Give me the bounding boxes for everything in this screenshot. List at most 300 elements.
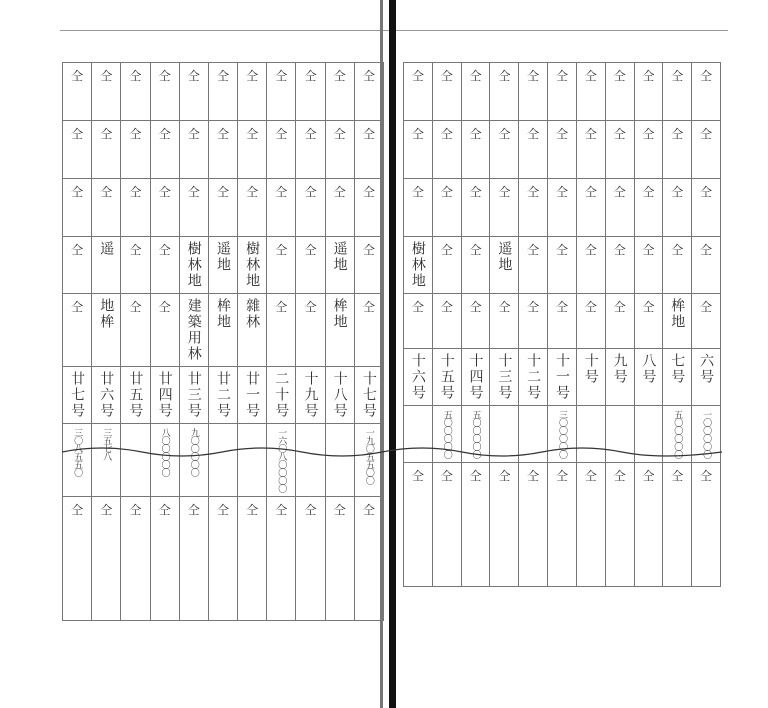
ledger-cell: [63, 497, 92, 621]
ledger-cell: [121, 367, 150, 424]
ledger-cell: [267, 121, 296, 179]
ledger-cell: [121, 497, 150, 621]
ledger-row: [404, 237, 721, 294]
ditto-mark: 仝: [158, 503, 171, 517]
ledger-cell: [150, 237, 179, 294]
ditto-mark: 仝: [642, 243, 655, 257]
ditto-mark: 仝: [158, 127, 171, 141]
ditto-mark: 仝: [671, 127, 684, 141]
ledger-cell: [605, 349, 634, 406]
ditto-mark: 仝: [440, 243, 453, 257]
ditto-mark: 仝: [216, 185, 229, 199]
ledger-cell: [208, 497, 237, 621]
ditto-mark: 仝: [584, 469, 597, 483]
lot-number: 十六号: [409, 353, 426, 401]
ditto-mark: 仝: [158, 185, 171, 199]
ledger-cell: [63, 424, 92, 497]
ditto-mark: 仝: [527, 469, 540, 483]
ledger-cell: [519, 63, 548, 121]
ledger-cell: [490, 294, 519, 349]
ledger-cell: [92, 121, 121, 179]
ledger-cell: [663, 237, 692, 294]
ledger-cell: [354, 179, 383, 237]
ledger-cell: [238, 121, 267, 179]
ditto-mark: 仝: [187, 127, 200, 141]
lot-number: 十九号: [302, 371, 319, 419]
ledger-row: [404, 463, 721, 587]
ditto-mark: 仝: [304, 243, 317, 257]
lot-number: 十三号: [496, 353, 513, 401]
lot-number: 十四号: [467, 353, 484, 401]
ditto-mark: 仝: [411, 469, 424, 483]
ledger-cell: [179, 367, 208, 424]
ledger-cell: [325, 121, 354, 179]
ditto-mark: 仝: [527, 127, 540, 141]
ledger-cell: [354, 294, 383, 367]
ledger-row: [404, 63, 721, 121]
ledger-cell: [92, 424, 121, 497]
ditto-mark: 仝: [527, 300, 540, 314]
land-category: 桙地: [331, 298, 348, 330]
ledger-cell: [150, 424, 179, 497]
ditto-mark: 仝: [304, 185, 317, 199]
ditto-mark: 仝: [246, 503, 259, 517]
ledger-cell: [548, 121, 577, 179]
ledger-cell: [663, 349, 692, 406]
ditto-mark: 仝: [584, 127, 597, 141]
ledger-cell: [548, 294, 577, 349]
ditto-mark: 仝: [584, 300, 597, 314]
ledger-cell: [63, 367, 92, 424]
ledger-cell: [267, 237, 296, 294]
ditto-mark: 仝: [187, 185, 200, 199]
ledger-cell: [432, 121, 461, 179]
ledger-row: [63, 294, 384, 367]
ledger-row: [404, 349, 721, 406]
ledger-cell: [267, 294, 296, 367]
ditto-mark: 仝: [187, 69, 200, 83]
ditto-mark: 仝: [555, 300, 568, 314]
ditto-mark: 仝: [362, 503, 375, 517]
ledger-cell: [663, 121, 692, 179]
ledger-cell: [238, 497, 267, 621]
ledger-cell: [150, 121, 179, 179]
ditto-mark: 仝: [469, 243, 482, 257]
ditto-mark: 仝: [362, 243, 375, 257]
ledger-cell: [325, 294, 354, 367]
ditto-mark: 仝: [333, 69, 346, 83]
ditto-mark: 仝: [333, 127, 346, 141]
ledger-row: [404, 294, 721, 349]
ledger-cell: [296, 424, 325, 497]
ditto-mark: 仝: [584, 69, 597, 83]
ledger-cell: [404, 463, 433, 587]
ledger-cell: [519, 179, 548, 237]
ledger-cell: [634, 349, 663, 406]
ledger-cell: [354, 424, 383, 497]
ditto-mark: 仝: [527, 243, 540, 257]
ledger-cell: [267, 497, 296, 621]
ledger-cell: [404, 179, 433, 237]
ditto-mark: 仝: [498, 300, 511, 314]
land-category: 遥地: [496, 241, 513, 273]
ledger-cell: [354, 121, 383, 179]
ledger-cell: [432, 294, 461, 349]
ledger-cell: [461, 294, 490, 349]
ledger-cell: [179, 497, 208, 621]
ditto-mark: 仝: [700, 127, 713, 141]
ledger-cell: [238, 424, 267, 497]
ditto-mark: 仝: [275, 185, 288, 199]
ledger-cell: [121, 121, 150, 179]
ledger-cell: [404, 294, 433, 349]
ditto-mark: 仝: [642, 469, 655, 483]
ledger-cell: [692, 463, 721, 587]
ledger-cell: [576, 121, 605, 179]
ditto-mark: 仝: [642, 300, 655, 314]
ledger-cell: [296, 367, 325, 424]
ledger-cell: [325, 424, 354, 497]
lot-number: 廿六号: [98, 371, 115, 419]
ditto-mark: 仝: [671, 69, 684, 83]
ditto-mark: 仝: [469, 300, 482, 314]
ledger-cell: [692, 294, 721, 349]
ledger-cell: [238, 237, 267, 294]
lot-number: 八号: [640, 353, 657, 385]
ditto-mark: 仝: [304, 127, 317, 141]
ditto-mark: 仝: [498, 127, 511, 141]
ditto-mark: 仝: [642, 127, 655, 141]
ledger-cell: [208, 424, 237, 497]
ditto-mark: 仝: [411, 300, 424, 314]
ledger-value: 九〇〇〇〇〇: [188, 428, 199, 476]
ditto-mark: 仝: [671, 185, 684, 199]
ledger-cell: [208, 237, 237, 294]
ditto-mark: 仝: [216, 127, 229, 141]
ledger-cell: [354, 237, 383, 294]
ditto-mark: 仝: [362, 185, 375, 199]
ditto-mark: 仝: [700, 469, 713, 483]
ditto-mark: 仝: [100, 503, 113, 517]
ledger-cell: [296, 179, 325, 237]
ditto-mark: 仝: [129, 503, 142, 517]
ditto-mark: 仝: [304, 503, 317, 517]
ledger-cell: [179, 237, 208, 294]
ditto-mark: 仝: [129, 243, 142, 257]
ledger-cell: [634, 237, 663, 294]
ditto-mark: 仝: [216, 503, 229, 517]
ledger-cell: [461, 349, 490, 406]
ditto-mark: 仝: [129, 185, 142, 199]
ledger-cell: [267, 63, 296, 121]
ledger-cell: [692, 63, 721, 121]
lot-number: 六号: [698, 353, 715, 385]
ledger-cell: [92, 497, 121, 621]
ditto-mark: 仝: [642, 185, 655, 199]
ledger-value: 一九〇五五〇〇: [363, 428, 374, 484]
lot-number: 廿四号: [156, 371, 173, 419]
ledger-cell: [296, 294, 325, 367]
ledger-cell: [296, 63, 325, 121]
ledger-cell: [576, 63, 605, 121]
ditto-mark: 仝: [411, 69, 424, 83]
ledger-row: [63, 237, 384, 294]
ledger-cell: [121, 424, 150, 497]
ledger-cell: [354, 497, 383, 621]
ledger-row: [63, 121, 384, 179]
ditto-mark: 仝: [71, 243, 84, 257]
ledger-cell: [208, 179, 237, 237]
land-category: 雜林: [244, 298, 261, 330]
lot-number: 十八号: [331, 371, 348, 419]
ledger-cell: [354, 367, 383, 424]
land-category: 遥: [98, 241, 115, 257]
ledger-value: 八〇〇〇〇〇: [159, 428, 170, 476]
ledger-cell: [325, 63, 354, 121]
ditto-mark: 仝: [246, 185, 259, 199]
ditto-mark: 仝: [71, 69, 84, 83]
ditto-mark: 仝: [411, 127, 424, 141]
ledger-cell: [121, 179, 150, 237]
ditto-mark: 仝: [158, 69, 171, 83]
ditto-mark: 仝: [100, 127, 113, 141]
ledger-cell: [605, 63, 634, 121]
ledger-cell: [325, 237, 354, 294]
ledger-cell: [461, 179, 490, 237]
ledger-cell: [208, 367, 237, 424]
ledger-cell: [519, 294, 548, 349]
ledger-cell: [208, 294, 237, 367]
ledger-cell: [519, 121, 548, 179]
ditto-mark: 仝: [671, 243, 684, 257]
ditto-mark: 仝: [129, 127, 142, 141]
ledger-cell: [238, 367, 267, 424]
ledger-cell: [179, 121, 208, 179]
ledger-cell: [267, 179, 296, 237]
ledger-row: [63, 367, 384, 424]
ditto-mark: 仝: [187, 503, 200, 517]
ditto-mark: 仝: [498, 185, 511, 199]
ledger-row: [63, 63, 384, 121]
ledger-cell: [296, 121, 325, 179]
ledger-cell: [238, 63, 267, 121]
ledger-cell: [325, 179, 354, 237]
ditto-mark: 仝: [158, 300, 171, 314]
lot-number: 九号: [611, 353, 628, 385]
lot-number: 二十号: [273, 371, 290, 419]
ledger-cell: [548, 349, 577, 406]
ditto-mark: 仝: [584, 185, 597, 199]
lot-number: 廿一号: [244, 371, 261, 419]
ditto-mark: 仝: [304, 69, 317, 83]
ledger-cell: [179, 179, 208, 237]
ledger-value: 三〇〇〇〇〇: [556, 410, 567, 458]
ledger-cell: [150, 497, 179, 621]
left-page-ledger-table: [62, 62, 384, 621]
ledger-cell: [461, 63, 490, 121]
ditto-mark: 仝: [440, 300, 453, 314]
ditto-mark: 仝: [71, 185, 84, 199]
ledger-value: 三五七八: [101, 428, 112, 460]
ledger-cell: [404, 349, 433, 406]
land-category: 地桙: [98, 298, 115, 330]
ditto-mark: 仝: [100, 69, 113, 83]
ledger-cell: [490, 349, 519, 406]
ledger-row: [63, 424, 384, 497]
ditto-mark: 仝: [613, 127, 626, 141]
ledger-cell: [605, 121, 634, 179]
ditto-mark: 仝: [411, 185, 424, 199]
ditto-mark: 仝: [555, 185, 568, 199]
ledger-cell: [92, 237, 121, 294]
handwritten-wavy-line: [62, 440, 722, 460]
ledger-cell: [92, 179, 121, 237]
ledger-cell: [519, 463, 548, 587]
ditto-mark: 仝: [275, 300, 288, 314]
ditto-mark: 仝: [555, 127, 568, 141]
land-category: 建築用林: [185, 298, 202, 362]
lot-number: 十二号: [525, 353, 542, 401]
ditto-mark: 仝: [129, 300, 142, 314]
ledger-cell: [296, 237, 325, 294]
land-category: 樹林地: [409, 241, 426, 289]
ledger-row: [404, 179, 721, 237]
ledger-value: 五〇〇〇〇〇: [470, 410, 481, 458]
ledger-cell: [576, 349, 605, 406]
land-category: 遥地: [331, 241, 348, 273]
ledger-cell: [605, 179, 634, 237]
lot-number: 十五号: [438, 353, 455, 401]
ditto-mark: 仝: [216, 69, 229, 83]
ditto-mark: 仝: [275, 503, 288, 517]
ledger-cell: [179, 63, 208, 121]
ditto-mark: 仝: [527, 69, 540, 83]
ledger-cell: [92, 367, 121, 424]
ledger-cell: [404, 63, 433, 121]
lot-number: 十号: [582, 353, 599, 385]
ledger-cell: [634, 294, 663, 349]
ledger-cell: [663, 179, 692, 237]
ledger-cell: [121, 237, 150, 294]
ditto-mark: 仝: [700, 300, 713, 314]
ditto-mark: 仝: [100, 185, 113, 199]
ledger-cell: [63, 179, 92, 237]
ledger-cell: [634, 63, 663, 121]
ledger-cell: [238, 179, 267, 237]
ledger-cell: [325, 497, 354, 621]
ledger-cell: [663, 463, 692, 587]
ledger-row: [63, 179, 384, 237]
ledger-cell: [576, 463, 605, 587]
ledger-cell: [267, 424, 296, 497]
ditto-mark: 仝: [498, 69, 511, 83]
ledger-value: 五〇〇〇〇〇: [672, 410, 683, 458]
ledger-cell: [92, 63, 121, 121]
ledger-cell: [605, 294, 634, 349]
ditto-mark: 仝: [333, 185, 346, 199]
ditto-mark: 仝: [555, 69, 568, 83]
ledger-cell: [404, 237, 433, 294]
ditto-mark: 仝: [275, 127, 288, 141]
ditto-mark: 仝: [129, 69, 142, 83]
ledger-cell: [490, 237, 519, 294]
ledger-cell: [121, 63, 150, 121]
ledger-cell: [150, 179, 179, 237]
land-category: 樹林地: [244, 241, 261, 289]
ledger-cell: [490, 463, 519, 587]
ledger-cell: [404, 121, 433, 179]
ditto-mark: 仝: [642, 69, 655, 83]
ledger-row: [404, 121, 721, 179]
ditto-mark: 仝: [613, 300, 626, 314]
ledger-cell: [432, 349, 461, 406]
ledger-cell: [519, 349, 548, 406]
ditto-mark: 仝: [275, 243, 288, 257]
ledger-cell: [663, 63, 692, 121]
land-category: 桙地: [669, 298, 686, 330]
ditto-mark: 仝: [440, 127, 453, 141]
ledger-value: 一〇〇〇〇〇: [701, 410, 712, 458]
ledger-cell: [576, 179, 605, 237]
ditto-mark: 仝: [469, 69, 482, 83]
right-page-ledger-table: [403, 62, 721, 587]
ditto-mark: 仝: [440, 469, 453, 483]
ditto-mark: 仝: [71, 127, 84, 141]
ledger-cell: [354, 63, 383, 121]
book-binding: [389, 0, 396, 708]
ditto-mark: 仝: [246, 127, 259, 141]
ledger-cell: [663, 294, 692, 349]
ditto-mark: 仝: [555, 243, 568, 257]
ditto-mark: 仝: [555, 469, 568, 483]
ledger-value: 五〇〇〇〇〇: [441, 410, 452, 458]
ledger-cell: [296, 497, 325, 621]
ditto-mark: 仝: [527, 185, 540, 199]
ledger-cell: [692, 121, 721, 179]
ditto-mark: 仝: [440, 185, 453, 199]
ditto-mark: 仝: [700, 243, 713, 257]
ditto-mark: 仝: [333, 503, 346, 517]
ditto-mark: 仝: [613, 469, 626, 483]
ledger-cell: [692, 179, 721, 237]
ledger-cell: [490, 179, 519, 237]
ditto-mark: 仝: [362, 300, 375, 314]
lot-number: 廿二号: [214, 371, 231, 419]
ledger-cell: [634, 179, 663, 237]
ledger-cell: [461, 121, 490, 179]
lot-number: 七号: [669, 353, 686, 385]
ledger-row: [63, 497, 384, 621]
ledger-cell: [692, 237, 721, 294]
ledger-value: 一六〇八〇〇〇〇: [276, 428, 287, 492]
ledger-cell: [63, 294, 92, 367]
ditto-mark: 仝: [275, 69, 288, 83]
ditto-mark: 仝: [613, 243, 626, 257]
ledger-value: 三〇八五五〇: [72, 428, 83, 476]
ditto-mark: 仝: [584, 243, 597, 257]
ledger-cell: [490, 121, 519, 179]
ledger-cell: [238, 294, 267, 367]
ledger-cell: [179, 294, 208, 367]
ledger-cell: [548, 179, 577, 237]
ledger-cell: [63, 121, 92, 179]
ledger-cell: [150, 367, 179, 424]
ledger-cell: [432, 63, 461, 121]
ledger-cell: [179, 424, 208, 497]
ledger-cell: [63, 237, 92, 294]
ledger-cell: [576, 294, 605, 349]
lot-number: 十七号: [360, 371, 377, 419]
